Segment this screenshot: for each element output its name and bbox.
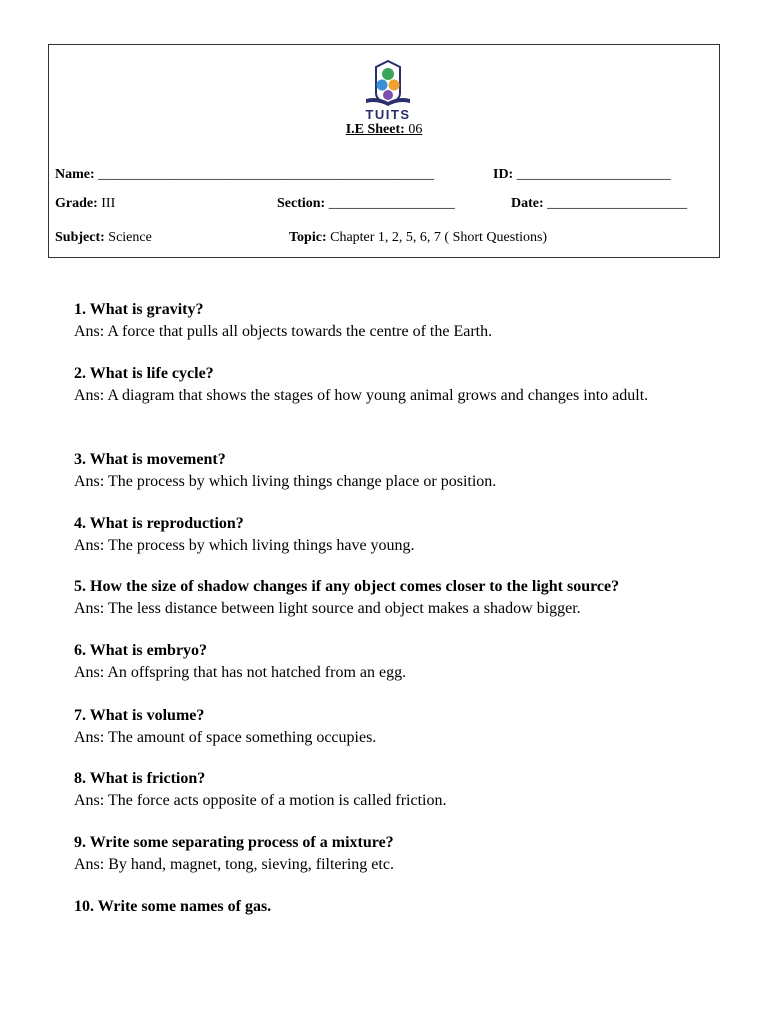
question-text: 6. What is embryo? bbox=[74, 642, 208, 659]
subject-label: Subject: bbox=[55, 230, 105, 245]
date-field[interactable] bbox=[511, 196, 687, 212]
question-text: 10. Write some names of gas. bbox=[74, 898, 272, 915]
question-item bbox=[74, 832, 704, 875]
section-label: Section: bbox=[277, 196, 326, 211]
section-value: __________________ bbox=[328, 196, 455, 211]
topic-value: Chapter 1, 2, 5, 6, 7 ( Short Questions) bbox=[330, 230, 548, 245]
question-item bbox=[74, 640, 704, 683]
question-text: 8. What is friction? bbox=[74, 770, 206, 787]
answer-text: Ans: The force acts opposite of a motion is called friction. bbox=[74, 791, 447, 809]
answer-text: Ans: The less distance between light source and object makes a shadow bigger. bbox=[74, 599, 581, 617]
answer-text: Ans: The process by which living things change place or position. bbox=[74, 472, 497, 490]
question-item bbox=[74, 513, 704, 556]
answer-text: Ans: The amount of space something occupies. bbox=[74, 728, 377, 746]
answer-text: Ans: A diagram that shows the stages of how young animal grows and changes into adult. bbox=[74, 386, 649, 404]
question-text: 2. What is life cycle? bbox=[74, 365, 214, 382]
id-label: ID: bbox=[493, 167, 514, 182]
question-text: 5. How the size of shadow changes if any object comes closer to the light source? bbox=[74, 578, 620, 595]
question-text: 9. Write some separating process of a mixture? bbox=[74, 834, 394, 851]
name-label: Name: bbox=[55, 167, 95, 182]
question-item bbox=[74, 299, 704, 342]
question-text: 1. What is gravity? bbox=[74, 301, 204, 318]
id-value: ______________________ bbox=[516, 167, 671, 182]
grade-field bbox=[55, 196, 115, 212]
question-item bbox=[74, 705, 704, 748]
section-field[interactable] bbox=[277, 196, 455, 212]
question-item bbox=[74, 363, 704, 406]
subject-value: Science bbox=[108, 230, 152, 245]
grade-label: Grade: bbox=[55, 196, 98, 211]
topic-label: Topic: bbox=[289, 230, 327, 245]
logo-circle-orange bbox=[389, 80, 400, 91]
answer-text: Ans: By hand, magnet, tong, sieving, filtering etc. bbox=[74, 855, 394, 873]
sheet-label: I.E Sheet: bbox=[345, 122, 405, 137]
logo-circle-green bbox=[382, 68, 394, 80]
question-text: 3. What is movement? bbox=[74, 451, 226, 468]
name-field[interactable] bbox=[55, 167, 434, 183]
answer-text: Ans: A force that pulls all objects towards the centre of the Earth. bbox=[74, 322, 493, 340]
grade-value: III bbox=[101, 196, 116, 211]
question-text: 7. What is volume? bbox=[74, 707, 205, 724]
date-label: Date: bbox=[511, 196, 544, 211]
logo-text: TUITS bbox=[365, 107, 411, 121]
answer-text: Ans: The process by which living things have young. bbox=[74, 536, 415, 554]
question-item bbox=[74, 576, 724, 619]
id-field[interactable] bbox=[493, 167, 671, 183]
date-value: ____________________ bbox=[547, 196, 688, 211]
subject-field bbox=[55, 230, 152, 246]
logo-circle-blue bbox=[377, 80, 388, 91]
tuits-logo bbox=[360, 59, 416, 121]
topic-field bbox=[289, 230, 547, 246]
question-text: 4. What is reproduction? bbox=[74, 515, 244, 532]
sheet-number: 06 bbox=[408, 122, 423, 137]
question-item bbox=[74, 449, 704, 492]
question-item bbox=[74, 768, 704, 811]
name-value: ________________________________________________ bbox=[98, 167, 435, 182]
answer-text: Ans: An offspring that has not hatched from an egg. bbox=[74, 663, 407, 681]
sheet-title bbox=[0, 122, 768, 138]
question-item bbox=[74, 896, 704, 918]
logo-circle-purple bbox=[383, 90, 393, 100]
